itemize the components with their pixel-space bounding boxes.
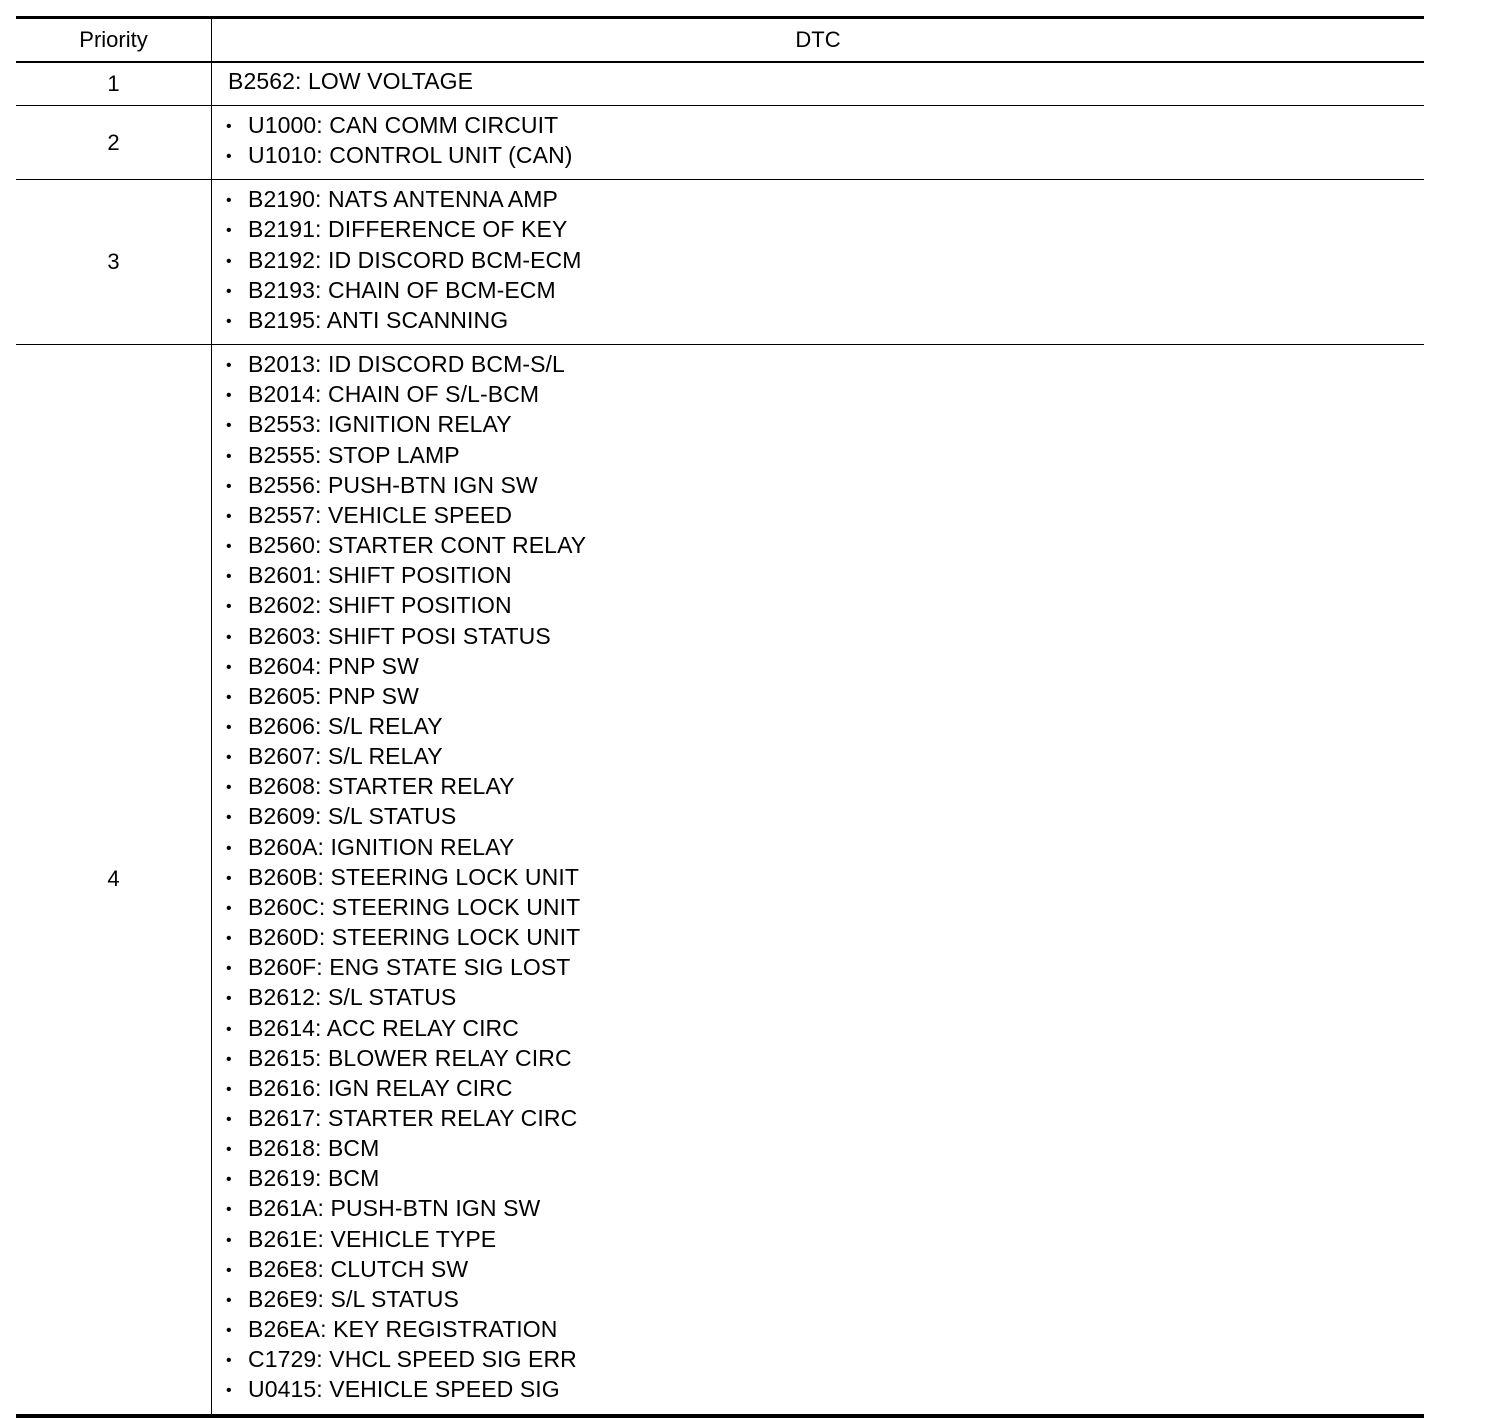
bullet-icon: • [226,809,232,827]
dtc-code: C1729: VHCL SPEED SIG ERR [248,1346,577,1373]
dtc-code: B2191: DIFFERENCE OF KEY [248,216,568,243]
bullet-icon: • [226,779,232,797]
dtc-code: B26E8: CLUTCH SW [248,1255,469,1282]
table-row [16,345,1424,1416]
dtc-code: U0415: VEHICLE SPEED SIG [248,1376,560,1403]
list-item [226,1014,1424,1044]
dtc-code: B2190: NATS ANTENNA AMP [248,186,558,213]
dtc-code: B2608: STARTER RELAY [248,773,515,800]
list-item [226,1375,1424,1405]
dtc-cell [212,106,1425,180]
dtc-code: B2609: S/L STATUS [248,803,457,830]
dtc-cell [212,62,1425,106]
bullet-icon: • [226,718,232,736]
dtc-code: B2560: STARTER CONT RELAY [248,532,587,559]
dtc-code: B2562: LOW VOLTAGE [228,68,474,94]
dtc-code: B2614: ACC RELAY CIRC [248,1014,519,1041]
bullet-icon: • [226,1201,232,1219]
bullet-icon: • [226,960,232,978]
bullet-icon: • [226,568,232,586]
dtc-code: B2612: S/L STATUS [248,984,457,1011]
list-item [226,1285,1424,1315]
priority-cell: 1 [16,62,212,106]
bullet-icon: • [226,899,232,917]
list-item [226,141,1424,171]
list-item [226,712,1424,742]
dtc-code: B2604: PNP SW [248,652,419,679]
dtc-code: B2553: IGNITION RELAY [248,411,512,438]
list-item [226,893,1424,923]
bullet-icon: • [226,477,232,495]
dtc-code: B2556: PUSH-BTN IGN SW [248,471,538,498]
list-item [226,1255,1424,1285]
dtc-code: B261E: VEHICLE TYPE [248,1225,497,1252]
list-item [226,111,1424,141]
bullet-icon: • [226,507,232,525]
bullet-icon: • [226,417,232,435]
table-row [16,180,1424,345]
dtc-column-header: DTC [212,18,1425,63]
bullet-icon: • [226,658,232,676]
list-item [226,306,1424,336]
list-item [226,742,1424,772]
bullet-icon: • [226,357,232,375]
bullet-icon: • [226,192,232,210]
list-item [226,350,1424,380]
dtc-code: B2195: ANTI SCANNING [248,306,509,333]
list-item [226,953,1424,983]
dtc-code: B2615: BLOWER RELAY CIRC [248,1044,572,1071]
list-item [226,531,1424,561]
bullet-icon: • [226,387,232,405]
priority-cell: 2 [16,106,212,180]
bullet-icon: • [226,869,232,887]
priority-column-header: Priority [16,18,212,63]
dtc-code: B2606: S/L RELAY [248,712,443,739]
list-item [226,923,1424,953]
dtc-code: B2605: PNP SW [248,682,419,709]
bullet-icon: • [226,1382,232,1400]
list-item [226,1194,1424,1224]
bullet-icon: • [226,148,232,166]
bullet-icon: • [226,1111,232,1128]
list-item [226,983,1424,1013]
bullet-icon: • [226,118,232,135]
bullet-icon: • [226,1020,232,1038]
list-item [226,1164,1424,1194]
dtc-code: B26E9: S/L STATUS [248,1285,459,1312]
dtc-code: B260F: ENG STATE SIG LOST [248,954,571,981]
bullet-icon: • [226,447,232,465]
bullet-icon: • [226,222,232,240]
list-item [226,863,1424,893]
list-item [226,1134,1424,1164]
dtc-code: B2607: S/L RELAY [248,743,443,770]
table-body [16,62,1424,1416]
table-row [16,62,1424,106]
bullet-icon: • [226,1141,232,1159]
dtc-code: B2192: ID DISCORD BCM-ECM [248,246,582,273]
list-item [226,622,1424,652]
bullet-icon: • [226,749,232,767]
list-item [226,802,1424,832]
bullet-icon: • [226,282,232,300]
dtc-code: B2602: SHIFT POSITION [248,592,512,619]
dtc-code-list [212,180,1424,344]
dtc-code: B2555: STOP LAMP [248,441,460,468]
bullet-icon: • [226,598,232,616]
dtc-code: B2618: BCM [248,1135,380,1162]
dtc-cell [212,345,1425,1416]
bullet-icon: • [226,538,232,556]
bullet-icon: • [226,930,232,948]
bullet-icon: • [226,1352,232,1370]
dtc-cell [212,180,1425,345]
dtc-code: B260C: STEERING LOCK UNIT [248,893,581,920]
list-item [226,471,1424,501]
list-item [226,561,1424,591]
dtc-code: B2616: IGN RELAY CIRC [248,1074,513,1101]
list-item [226,276,1424,306]
dtc-code-list [212,345,1424,1413]
bullet-icon: • [226,252,232,270]
list-item [226,1315,1424,1345]
dtc-code: B2193: CHAIN OF BCM-ECM [248,276,556,303]
dtc-priority-table [16,16,1424,1418]
dtc-code: B2557: VEHICLE SPEED [248,501,513,528]
bullet-icon: • [226,312,232,330]
bullet-icon: • [226,1291,232,1309]
list-item [226,1044,1424,1074]
priority-cell: 3 [16,180,212,345]
list-item [226,1345,1424,1375]
list-item [226,772,1424,802]
list-item [226,185,1424,215]
dtc-code: B260B: STEERING LOCK UNIT [248,863,579,890]
dtc-code: U1000: CAN COMM CIRCUIT [248,112,559,138]
bullet-icon: • [226,1231,232,1249]
dtc-code: B261A: PUSH-BTN IGN SW [248,1195,541,1222]
list-item [226,652,1424,682]
bullet-icon: • [226,1171,232,1189]
dtc-code: B2619: BCM [248,1165,380,1192]
list-item [226,1104,1424,1134]
priority-cell: 4 [16,345,212,1416]
list-item [226,1074,1424,1104]
bullet-icon: • [226,1261,232,1279]
dtc-code-list [212,106,1424,179]
dtc-code: B260A: IGNITION RELAY [248,833,515,860]
table-header-row [16,18,1424,63]
bullet-icon: • [226,1050,232,1068]
bullet-icon: • [226,688,232,706]
bullet-icon: • [226,990,232,1008]
bullet-icon: • [226,1322,232,1340]
dtc-code: U1010: CONTROL UNIT (CAN) [248,142,573,169]
list-item [226,501,1424,531]
dtc-code: B2617: STARTER RELAY CIRC [248,1105,578,1131]
list-item [226,380,1424,410]
list-item [226,441,1424,471]
list-item [226,591,1424,621]
table-row [16,106,1424,180]
dtc-code: B26EA: KEY REGISTRATION [248,1316,558,1343]
list-item [226,246,1424,276]
list-item [226,682,1424,712]
list-item [226,215,1424,245]
bullet-icon: • [226,628,232,646]
list-item [226,410,1424,440]
bullet-icon: • [226,839,232,857]
bullet-icon: • [226,1080,232,1098]
list-item [226,1225,1424,1255]
dtc-code: B2603: SHIFT POSI STATUS [248,622,551,649]
dtc-code: B2014: CHAIN OF S/L-BCM [248,381,540,408]
list-item [226,833,1424,863]
dtc-code: B260D: STEERING LOCK UNIT [248,924,581,951]
dtc-code: B2601: SHIFT POSITION [248,562,512,589]
dtc-code: B2013: ID DISCORD BCM-S/L [248,351,565,378]
